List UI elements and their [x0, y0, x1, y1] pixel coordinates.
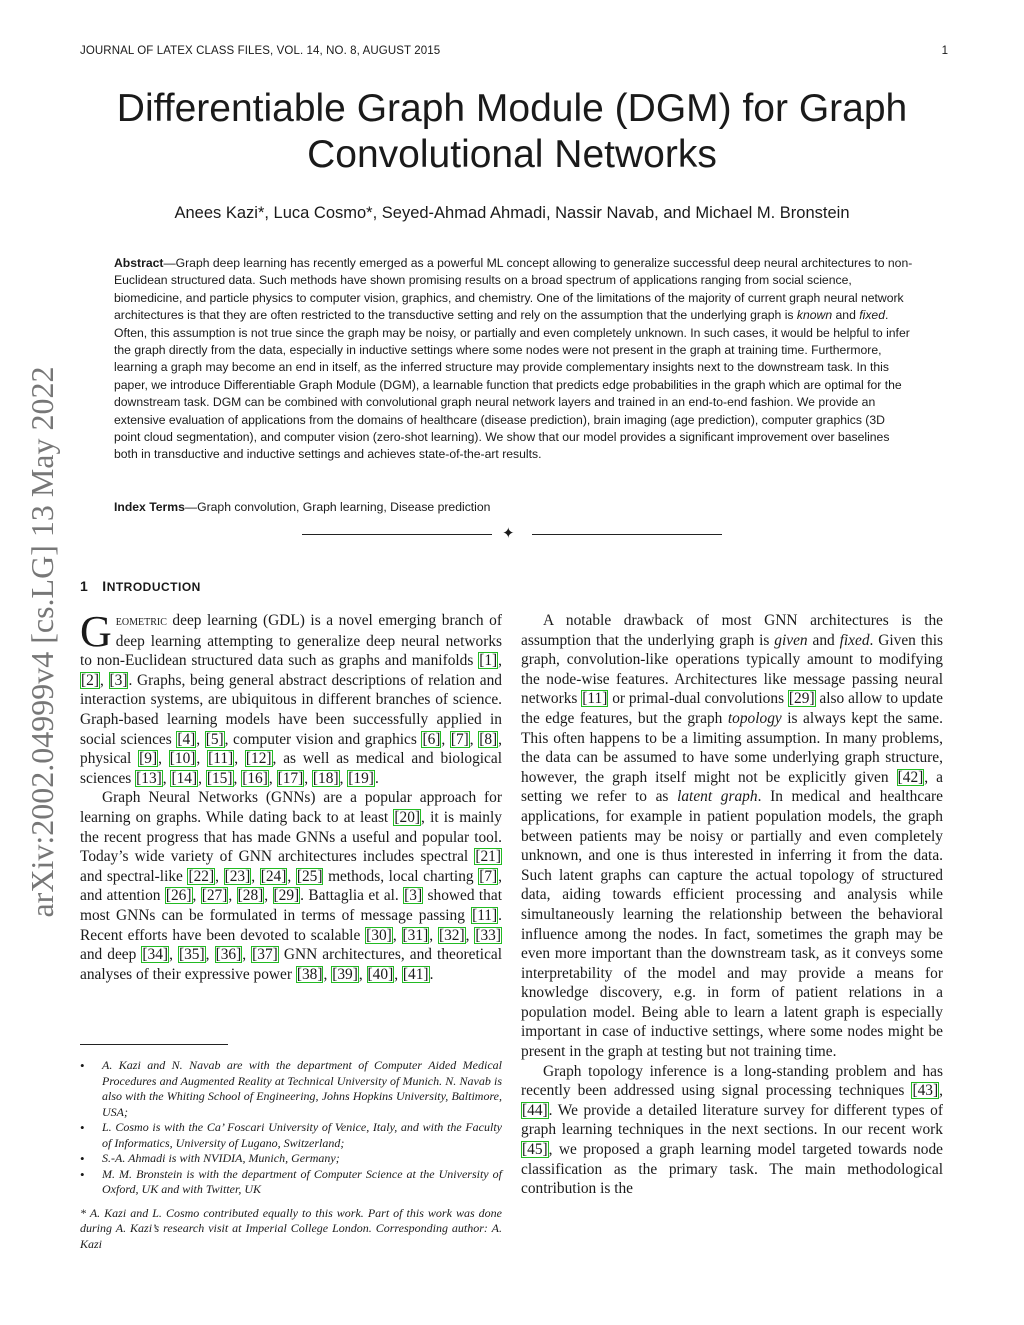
index-terms: [114, 499, 914, 516]
text-run: and spectral-like: [80, 867, 188, 885]
text-run: and deep: [80, 946, 142, 964]
text-run: A notable drawback of most GNN architectures is the assumption that the underlying graph is: [521, 612, 943, 649]
citation-link[interactable]: [10]: [169, 750, 196, 768]
citation-link[interactable]: [12]: [245, 750, 272, 768]
emphasis: latent graph: [677, 788, 758, 806]
text-run: ,: [465, 926, 475, 944]
citation-link[interactable]: [7]: [479, 867, 498, 885]
citation-link[interactable]: [11]: [582, 690, 608, 708]
abstract-label: Abstract: [114, 256, 164, 270]
text-run: ,: [394, 965, 402, 983]
text-run: ,: [158, 750, 169, 768]
text-run: ,: [192, 887, 201, 905]
citation-link[interactable]: [3]: [109, 671, 128, 689]
text-run: , and attention: [80, 867, 503, 905]
text-run: ,: [304, 769, 312, 787]
citation-link[interactable]: [44]: [522, 1101, 548, 1119]
citation-link[interactable]: [7]: [450, 730, 469, 748]
citation-link[interactable]: [17]: [277, 769, 304, 787]
affiliation-item: • L. Cosmo is with the Ca’ Foscari University of Venice, Italy, and with the Faculty of Informatics, University of Lugano, Switzerland;: [80, 1120, 502, 1151]
author-list: Anees Kazi*, Luca Cosmo*, Seyed-Ahmad Ahmadi, Nassir Navab, and Michael M. Bronstein: [174, 204, 850, 222]
text-run: ,: [339, 769, 348, 787]
intro-paragraph-1: [80, 607, 503, 788]
citation-link[interactable]: [41]: [402, 965, 429, 983]
citation-link[interactable]: [30]: [366, 926, 392, 944]
citation-link[interactable]: [32]: [438, 926, 465, 944]
citation-link[interactable]: [8]: [479, 730, 498, 748]
citation-link[interactable]: [36]: [215, 946, 242, 964]
citation-link[interactable]: [11]: [208, 750, 234, 768]
citation-link[interactable]: [40]: [367, 965, 394, 983]
equal-contribution-note: * A. Kazi and L. Cosmo contributed equally to this work. Part of this work was done during A. Kazi’s research visit at Imperial College London. Corresponding author: A. Kazi: [80, 1205, 502, 1251]
citation-link[interactable]: [1]: [479, 652, 498, 670]
citation-link[interactable]: [15]: [206, 769, 233, 787]
citation-link[interactable]: [19]: [348, 769, 374, 787]
citation-link[interactable]: [9]: [139, 750, 158, 768]
text-run: , we proposed a graph learning model targeted towards node classification as the primary task. The main methodological contribution is the: [521, 1141, 943, 1198]
text-run: , a setting we refer to as: [521, 768, 943, 806]
text-run: .: [374, 769, 379, 787]
text-run: ,: [323, 965, 332, 983]
abstract-emph-known: known: [796, 308, 833, 323]
citation-link[interactable]: [25]: [296, 867, 323, 885]
text-run: is always kept the same. This often happens to be a limiting assumption. In many problems, the data can be assumed to have some underlying graph structure, however, the graph itself might not be explicitly given: [521, 709, 943, 786]
text-run: ,: [169, 946, 178, 964]
citation-link[interactable]: [45]: [522, 1141, 548, 1159]
citation-link[interactable]: [38]: [296, 965, 323, 983]
section-heading-introduction: [80, 578, 201, 594]
text-run: ,: [162, 769, 171, 787]
section-number: 1: [80, 578, 89, 594]
section-title-rest: NTRODUCTION: [106, 580, 201, 594]
text-run: ,: [498, 652, 502, 670]
citation-link[interactable]: [21]: [475, 848, 501, 866]
citation-link[interactable]: [11]: [472, 906, 498, 924]
text-run: . We provide a detailed literature survey for different types of graph learning techniques in the next sections. In our recent work: [521, 1101, 943, 1139]
text-run: . Given this graph, convolution-like operations typically amount to modifying the node-wise features. Architectures like message passing neural networks: [521, 631, 943, 708]
affiliation-list: [80, 1058, 502, 1198]
text-run: ,: [469, 730, 479, 748]
text-run: or primal-dual convolutions: [608, 690, 788, 708]
citation-link[interactable]: [4]: [177, 730, 196, 748]
citation-link[interactable]: [27]: [201, 887, 228, 905]
affiliation-item: • S.-A. Ahmadi is with NVIDIA, Munich, Germany;: [80, 1151, 502, 1167]
footnotes: [80, 1058, 502, 1252]
citation-link[interactable]: [13]: [136, 769, 162, 787]
citation-link[interactable]: [16]: [242, 769, 268, 787]
emphasis: topology: [727, 709, 782, 727]
separator-rule-left: [302, 534, 492, 535]
citation-link[interactable]: [5]: [205, 730, 224, 748]
index-terms-label: Index Terms: [114, 500, 185, 514]
abstract-text-continued: . Often, this assumption is not true since the graph may be noisy, or partially and even completely unknown. In such cases, it would be helpful to infer the graph directly from the data, especially in inductive settings where some nodes were not present in the graph at training time. Furthermore, learning a graph may become an end in itself, as the inferred structure may provide complementary insights next to the downstream task. In this paper, we introduce Differentiable Graph Module (DGM), a learnable function that predicts edge probabilities in the graph which are optimal for the downstream task. DGM can be combined with convolutional graph neural network layers and trained in an end-to-end fashion. We provide an extensive evaluation of applications from the domains of healthcare (disease prediction), brain imaging (age prediction), computer graphics (3D point cloud segmentation), and computer vision (zero-shot learning). We show that our model provides a significant improvement over baselines both in transductive and inductive settings and achieves state-of-the-art results.: [114, 308, 910, 462]
intro-paragraph-4: [521, 1062, 943, 1199]
citation-link[interactable]: [29]: [273, 887, 300, 905]
citation-link[interactable]: [31]: [402, 926, 429, 944]
abstract-emph-fixed: fixed: [859, 308, 885, 323]
text-run: ,: [392, 926, 402, 944]
citation-link[interactable]: [43]: [912, 1082, 939, 1100]
dropcap: G: [80, 607, 112, 656]
text-run: ,: [264, 887, 273, 905]
intro-paragraph-2: [80, 788, 502, 984]
citation-link[interactable]: [28]: [237, 887, 264, 905]
citation-link[interactable]: [22]: [188, 867, 215, 885]
text-run: methods, local charting: [323, 867, 479, 885]
citation-link[interactable]: [39]: [332, 965, 358, 983]
affiliation-item: • A. Kazi and N. Navab are with the department of Computer Aided Medical Procedures and Augmented Reality at Technical University of Munich. N. Navab is also with the Whiting School of Engineering, Johns Hopkins University, Baltimore, USA;: [80, 1058, 502, 1120]
text-run: . Graphs, being general abstract descriptions of relation and interaction systems, are ubiquitous in different branches of science. Graph-based learning models have been successfully applied in social sciences: [80, 671, 503, 748]
text-run: ,: [429, 926, 438, 944]
text-run: Graph topology inference is a long-standing problem and has recently been addressed using signal processing techniques: [521, 1062, 943, 1100]
citation-link[interactable]: [2]: [81, 671, 99, 689]
text-run: also allow to update the edge features, but the graph: [521, 690, 943, 727]
citation-link[interactable]: [6]: [422, 730, 441, 748]
text-run: , physical: [80, 730, 502, 768]
journal-header: JOURNAL OF LATEX CLASS FILES, VOL. 14, NO. 8, AUGUST 2015: [80, 45, 441, 57]
separator-rule-right: [532, 534, 722, 535]
text-run: ,: [233, 769, 242, 787]
left-column: [80, 607, 503, 984]
text-run: ,: [198, 769, 206, 787]
text-run: ,: [287, 867, 296, 885]
emphasis: given: [774, 631, 808, 649]
citation-link[interactable]: [24]: [260, 867, 287, 885]
separator-diamond-icon: ✦: [502, 526, 515, 542]
text-run: ,: [215, 867, 224, 885]
text-run: showed that most GNNs can be formulated in terms of message passing: [80, 887, 502, 924]
index-terms-text: —Graph convolution, Graph learning, Disease prediction: [184, 500, 491, 514]
page-number: 1: [941, 45, 948, 57]
text-run: Graph Neural Networks (GNNs) are a popular approach for learning on graphs. While dating back to at least: [80, 789, 502, 826]
citation-link[interactable]: [34]: [142, 946, 169, 964]
text-run: ,: [234, 750, 245, 768]
text-run: , it is mainly the recent progress that has made GNNs a useful and popular tool. Today’s wide variety of GNN architectures includes spectral: [80, 808, 502, 866]
citation-link[interactable]: [29]: [788, 690, 815, 708]
text-run: , computer vision and graphics: [224, 730, 422, 748]
text-run: ,: [939, 1082, 943, 1100]
intro-paragraph-3: [521, 611, 943, 1062]
abstract: [114, 255, 914, 464]
citation-link[interactable]: [18]: [312, 769, 339, 787]
text-run: . Battaglia et al.: [300, 887, 404, 905]
citation-link[interactable]: [35]: [178, 946, 205, 964]
text-run: deep learning (GDL) is a novel emerging branch of deep learning attempting to generalize deep neural networks to non-Euclidean structured data such as graphs and manifolds: [80, 612, 502, 670]
text-run: ,: [99, 671, 109, 689]
smallcaps-lead: eometric: [115, 613, 167, 629]
text-run: ,: [441, 730, 450, 748]
citation-link[interactable]: [37]: [252, 946, 278, 964]
text-run: . In medical and healthcare applications, for example in patient population models, the graph between patients may be noisy or partially and even completely unknown, and one is thus interested in inferring it from the data. Such latent graphs can capture the actual topology of structured data, aiding towards efficient processing and analysis while simultaneously learning the relationship between the behavioral influence among the nodes. In fact, sometimes the graph may be even more important than the downstream task, as it conveys some interpretability of the model and may provide a means for knowledge discovery, e.g. in form of patient relations in a population model. Being able to learn a latent graph is especially important in case of inductive settings, where some nodes might be present in the graph at testing but not training time.: [521, 788, 943, 1061]
text-run: ,: [268, 769, 277, 787]
emphasis: fixed: [839, 631, 870, 649]
text-run: ,: [205, 946, 215, 964]
citation-link[interactable]: [42]: [897, 768, 924, 786]
citation-link[interactable]: [23]: [224, 867, 251, 885]
abstract-text: —Graph deep learning has recently emerged as a powerful ML concept allowing to generalize successful deep neural architectures to non-Euclidean structured data. Such methods have shown promising results on a broad spectrum of applications ranging from social science, biomedicine, and particle physics to computer vision, graphics, and chemistry. One of the limitations of the majority of current graph neural network architectures is that they are often restricted to the transductive setting and rely on the assumption that the underlying graph is: [114, 256, 913, 323]
text-run: and: [807, 631, 840, 649]
text-run: ,: [196, 750, 208, 768]
paper-title: Differentiable Graph Module (DGM) for Graph Convolutional Networks: [116, 87, 908, 176]
arxiv-identifier-stamp: arXiv:2002.04999v4 [cs.LG] 13 May 2022: [24, 366, 60, 918]
text-run: ,: [196, 730, 205, 748]
text-run: ,: [251, 867, 260, 885]
text-run: ,: [242, 946, 252, 964]
text-run: ,: [228, 887, 237, 905]
abstract-and: and: [832, 308, 860, 323]
citation-link[interactable]: [14]: [171, 769, 198, 787]
text-run: , as well as medical and biological sciences: [80, 750, 502, 787]
text-run: .: [429, 965, 434, 983]
citation-link[interactable]: [26]: [165, 887, 192, 905]
text-run: . Recent efforts have been devoted to scalable: [80, 906, 502, 944]
section-title-initial: I: [102, 578, 107, 594]
right-column: [521, 611, 943, 1199]
text-run: GNN architectures, and theoretical analyses of their expressive power: [80, 946, 503, 983]
citation-link[interactable]: [33]: [475, 926, 501, 944]
text-run: ,: [358, 965, 367, 983]
footnote-rule: [80, 1044, 228, 1045]
affiliation-item: • M. M. Bronstein is with the department of Computer Science at the University of Oxford, UK and with Twitter, UK: [80, 1167, 502, 1198]
citation-link[interactable]: [3]: [404, 887, 423, 905]
citation-link[interactable]: [20]: [394, 808, 421, 826]
